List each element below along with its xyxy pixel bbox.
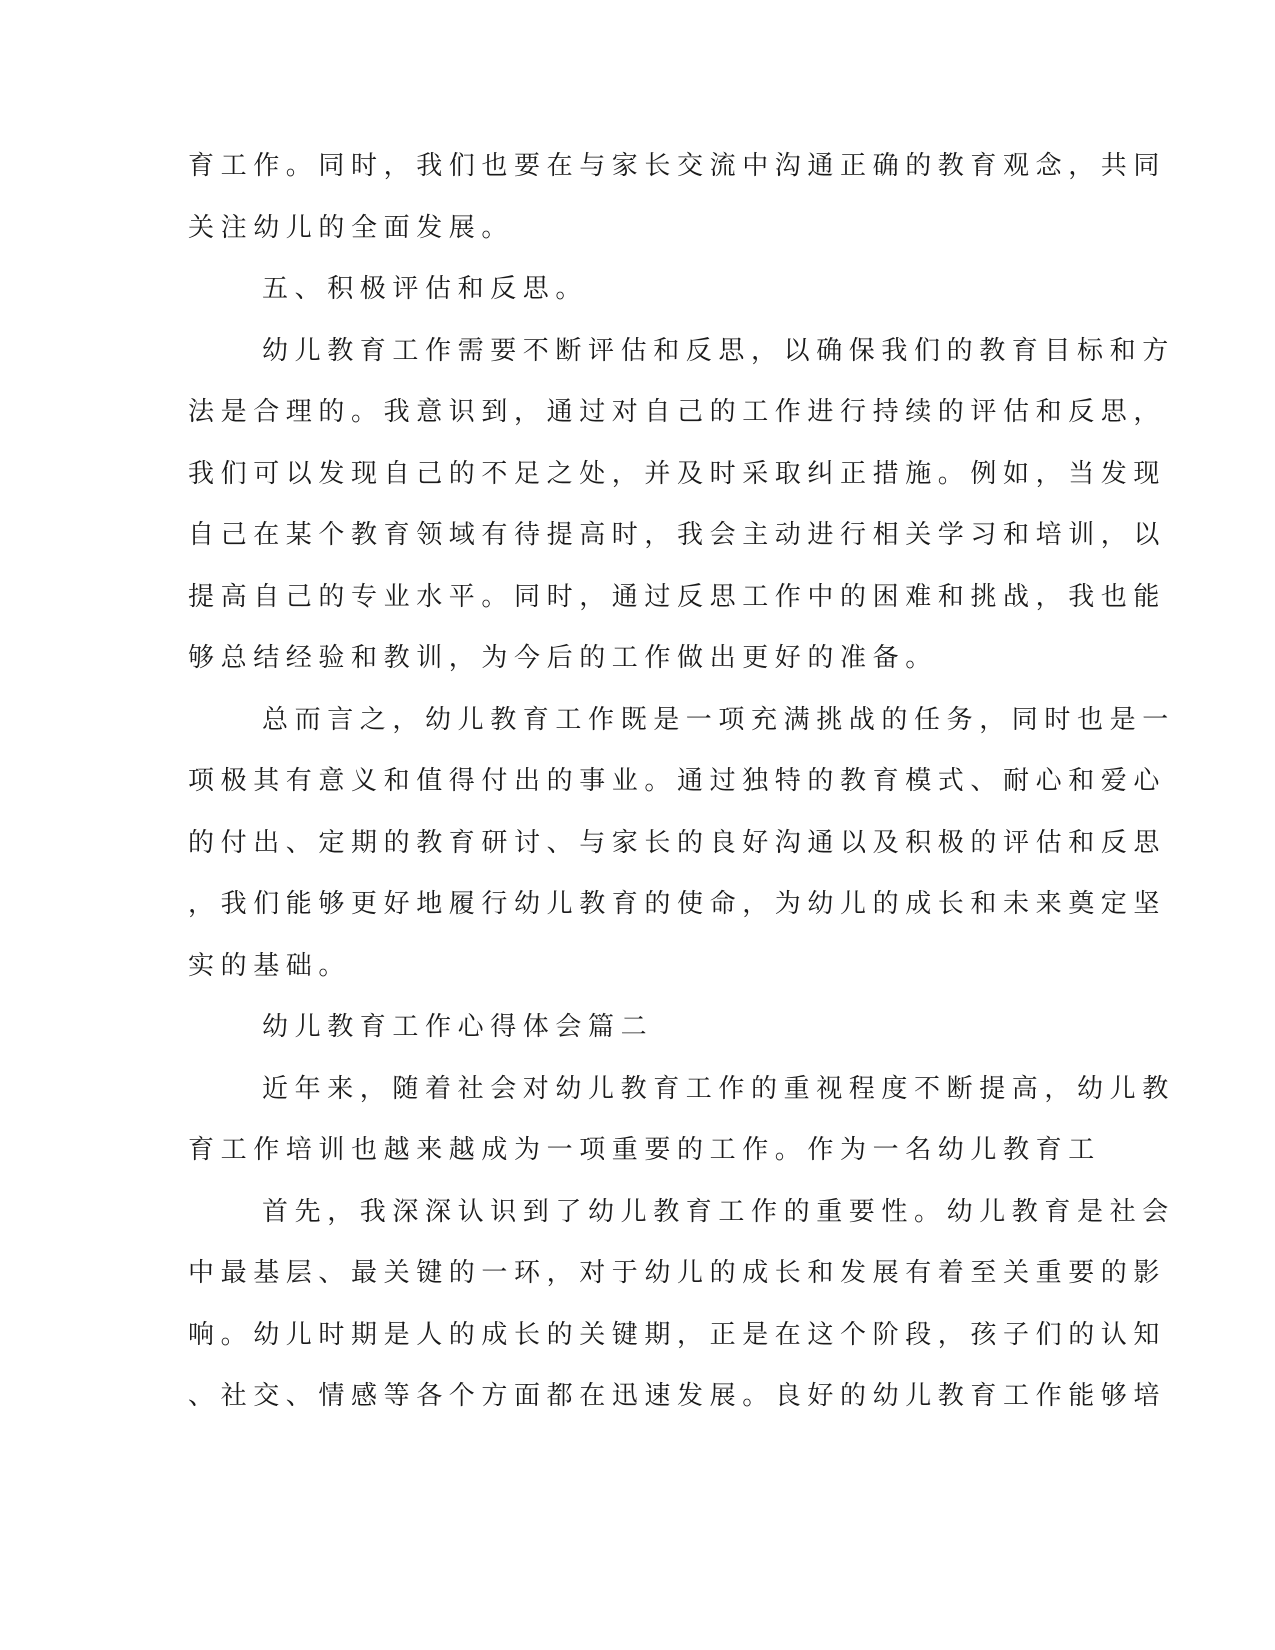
text-line: ，我们能够更好地履行幼儿教育的使命，为幼儿的成长和未来奠定坚 xyxy=(188,889,1167,919)
text-line: 项极其有意义和值得付出的事业。通过独特的教育模式、耐心和爱心 xyxy=(188,766,1167,796)
text-line: 响。幼儿时期是人的成长的关键期，正是在这个阶段，孩子们的认知 xyxy=(188,1319,1167,1350)
text-line: 提高自己的专业水平。同时，通过反思工作中的困难和挑战，我也能 xyxy=(188,581,1167,612)
text-line: 关注幼儿的全面发展。 xyxy=(188,212,515,243)
text-line: 我们可以发现自己的不足之处，并及时采取纠正措施。例如，当发现 xyxy=(188,458,1167,489)
text-line: 幼儿教育工作需要不断评估和反思，以确保我们的教育目标和方 xyxy=(262,335,1175,366)
text-line: 够总结经验和教训，为今后的工作做出更好的准备。 xyxy=(188,643,938,673)
text-line: 近年来，随着社会对幼儿教育工作的重视程度不断提高，幼儿教 xyxy=(262,1073,1175,1104)
text-line: 育工作培训也越来越成为一项重要的工作。作为一名幼儿教育工 xyxy=(188,1135,1101,1165)
text-line: 、社交、情感等各个方面都在迅速发展。良好的幼儿教育工作能够培 xyxy=(188,1381,1167,1411)
text-line: 总而言之，幼儿教育工作既是一项充满挑战的任务，同时也是一 xyxy=(262,704,1175,735)
text-line: 首先，我深深认识到了幼儿教育工作的重要性。幼儿教育是社会 xyxy=(262,1196,1175,1227)
text-line: 幼儿教育工作心得体会篇二 xyxy=(262,1012,654,1042)
document-body xyxy=(188,136,1175,1428)
text-line: 的付出、定期的教育研讨、与家长的良好沟通以及积极的评估和反思 xyxy=(188,827,1167,858)
text-line: 法是合理的。我意识到，通过对自己的工作进行持续的评估和反思， xyxy=(188,397,1167,427)
text-line: 中最基层、最关键的一环，对于幼儿的成长和发展有着至关重要的影 xyxy=(188,1258,1167,1288)
text-line: 五、积极评估和反思。 xyxy=(262,274,589,304)
text-line: 育工作。同时，我们也要在与家长交流中沟通正确的教育观念，共同 xyxy=(188,151,1167,181)
text-line: 自己在某个教育领域有待提高时，我会主动进行相关学习和培训，以 xyxy=(188,520,1167,550)
text-line: 实的基础。 xyxy=(188,950,352,981)
